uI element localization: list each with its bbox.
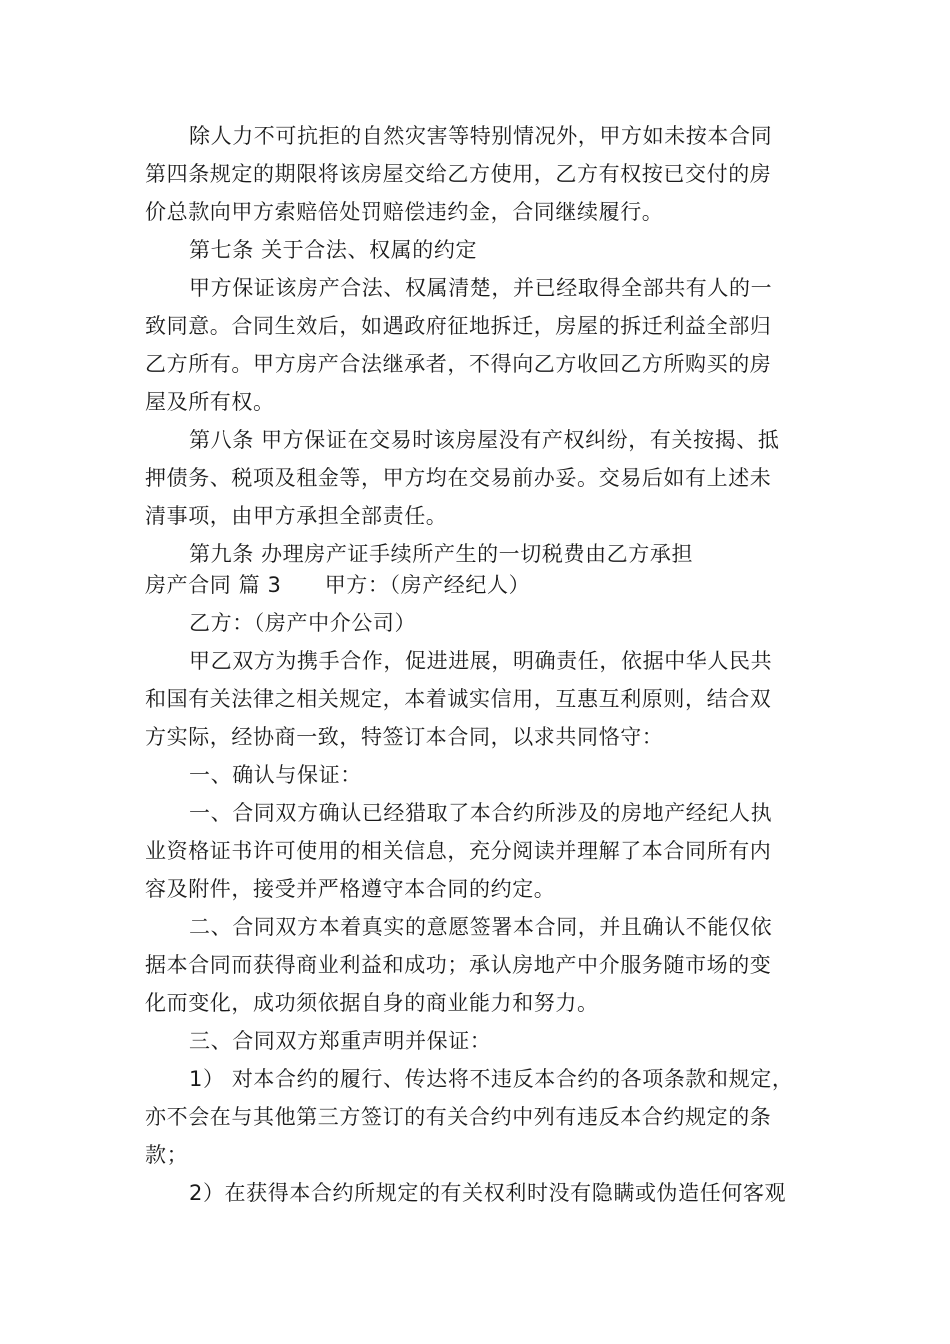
text-line: 致同意。合同生效后，如遇政府征地拆迁，房屋的拆迁利益全部归 — [145, 314, 772, 338]
text-line: 亦不会在与其他第三方签订的有关合约中列有违反本合约规定的条 — [145, 1105, 772, 1129]
text-line: 乙方所有。甲方房产合法继承者，不得向乙方收回乙方所购买的房 — [145, 352, 772, 376]
text-line: 业资格证书许可使用的相关信息，充分阅读并理解了本合同所有内 — [145, 839, 772, 863]
text-line: 第九条 办理房产证手续所产生的一切税费由乙方承担 — [189, 542, 694, 566]
text-line: 容及附件，接受并严格遵守本合同的约定。 — [145, 877, 556, 901]
text-line: 一、合同双方确认已经猎取了本合约所涉及的房地产经纪人执 — [189, 801, 773, 825]
text-line: 化而变化，成功须依据自身的商业能力和努力。 — [145, 991, 599, 1015]
text-line: 1） 对本合约的履行、传达将不违反本合约的各项条款和规定， — [189, 1067, 794, 1091]
text-line: 2）在获得本合约所规定的有关权利时没有隐瞒或伪造任何客观 — [189, 1181, 787, 1205]
text-line: 价总款向甲方索赔倍处罚赔偿违约金，合同继续履行。 — [145, 200, 664, 224]
text-line: 除人力不可抗拒的自然灾害等特别情况外，甲方如未按本合同 — [189, 124, 773, 148]
text-line: 乙方：（房产中介公司） — [189, 611, 417, 635]
text-line: 方实际，经协商一致，特签订本合同，以求共同恪守： — [145, 725, 664, 749]
contract-title-line: 房产合同 篇 3 甲方：（房产经纪人） — [145, 573, 531, 597]
text-line: 二、合同双方本着真实的意愿签署本合同，并且确认不能仅依 — [189, 915, 773, 939]
text-line: 和国有关法律之相关规定，本着诚实信用，互惠互利原则，结合双 — [145, 687, 772, 711]
text-line: 款； — [145, 1143, 189, 1167]
text-line: 清事项，由甲方承担全部责任。 — [145, 504, 448, 528]
text-line: 甲乙双方为携手合作，促进进展，明确责任，依据中华人民共 — [189, 649, 773, 673]
section-heading: 一、确认与保证： — [189, 763, 362, 787]
text-line: 据本合同而获得商业利益和成功；承认房地产中介服务随市场的变 — [145, 953, 772, 977]
text-line: 第四条规定的期限将该房屋交给乙方使用，乙方有权按已交付的房 — [145, 162, 772, 186]
section-heading: 第七条 关于合法、权属的约定 — [189, 238, 478, 262]
text-line: 押债务、税项及租金等，甲方均在交易前办妥。交易后如有上述未 — [145, 466, 772, 490]
text-line: 第八条 甲方保证在交易时该房屋没有产权纠纷，有关按揭、抵 — [189, 428, 780, 452]
text-line: 屋及所有权。 — [145, 390, 275, 414]
text-line: 甲方保证该房产合法、权属清楚，并已经取得全部共有人的一 — [189, 276, 773, 300]
section-heading: 三、合同双方郑重声明并保证： — [189, 1029, 492, 1053]
